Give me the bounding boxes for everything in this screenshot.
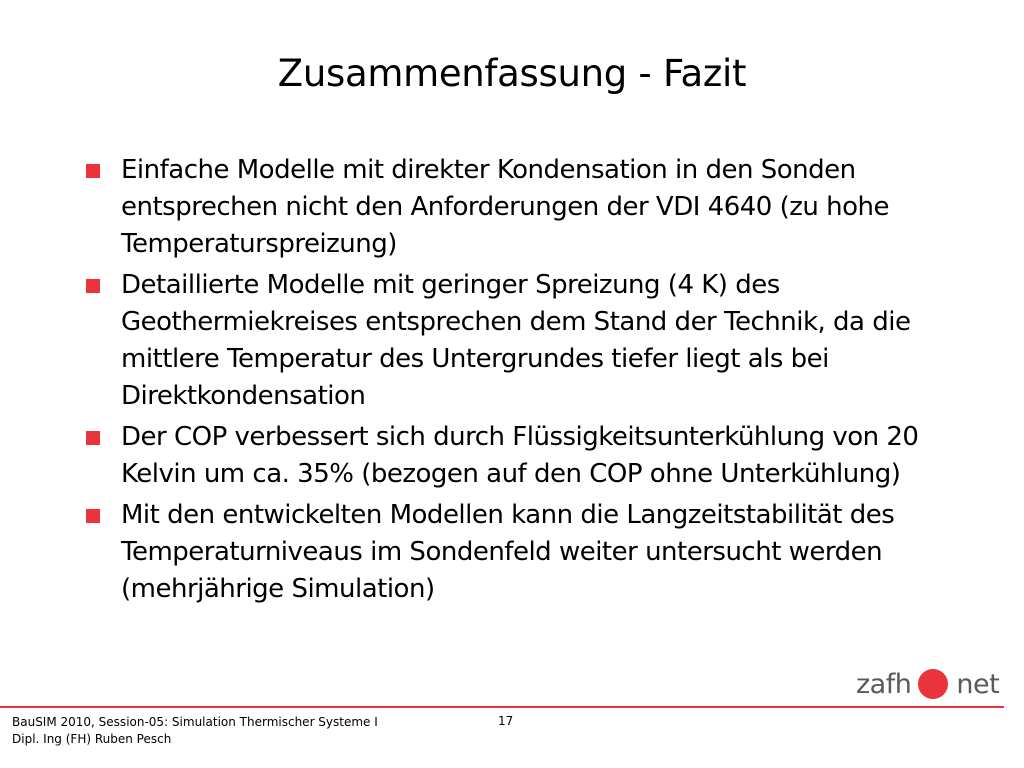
- bullet-text: Der COP verbessert sich durch Flüssigkeitsunterkühlung von 20 Kelvin um ca. 35% (bezogen auf den COP ohne Unterkühlung): [121, 422, 919, 489]
- footer-session: BauSIM 2010, Session-05: Simulation Thermischer Systeme I: [12, 715, 378, 729]
- bullet-square-icon: [86, 431, 100, 445]
- page-number: 17: [498, 714, 514, 728]
- footer-divider: [0, 706, 1004, 708]
- bullet-list: [86, 152, 946, 612]
- bullet-text: Einfache Modelle mit direkter Kondensation in den Sonden entsprechen nicht den Anforderungen der VDI 4640 (zu hohe Temperaturspreizung): [121, 155, 889, 259]
- bullet-square-icon: [86, 509, 100, 523]
- bullet-square-icon: [86, 164, 100, 178]
- logo-dot-icon: [918, 669, 948, 699]
- bullet-text: Detaillierte Modelle mit geringer Spreizung (4 K) des Geothermiekreises entsprechen dem Stand der Technik, da die mittlere Temperatur des Untergrundes tiefer liegt als bei Direktkondensation: [121, 270, 911, 411]
- logo-text-zafh: zafh: [856, 668, 912, 700]
- zafh-net-logo: [856, 664, 1006, 704]
- slide-title: Zusammenfassung - Fazit: [277, 52, 747, 95]
- footer-info: [12, 714, 378, 748]
- footer-author: Dipl. Ing (FH) Ruben Pesch: [12, 732, 172, 746]
- bullet-item: [86, 152, 946, 263]
- bullet-item: [86, 267, 946, 415]
- bullet-square-icon: [86, 279, 100, 293]
- bullet-item: [86, 419, 946, 493]
- bullet-item: [86, 497, 946, 608]
- bullet-text: Mit den entwickelten Modellen kann die Langzeitstabilität des Temperaturniveaus im Sondenfeld weiter untersucht werden (mehrjährige Simulation): [121, 500, 895, 604]
- logo-text-net: net: [956, 668, 1000, 700]
